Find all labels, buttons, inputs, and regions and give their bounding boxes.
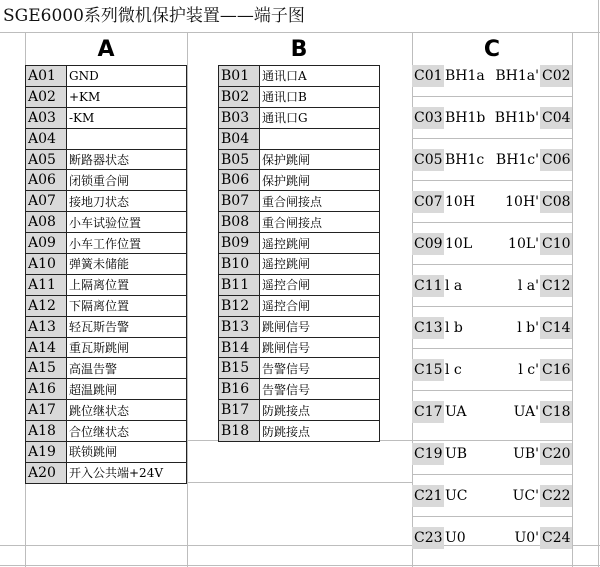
table-row	[26, 170, 187, 191]
grid-line	[412, 138, 572, 139]
table-row	[219, 379, 380, 400]
table-row	[26, 149, 187, 170]
terminal-label: 告警信号	[260, 379, 380, 400]
terminal-code: A16	[26, 379, 67, 400]
terminal-code: C02	[540, 65, 572, 87]
terminal-label: 接地刀状态	[67, 191, 187, 212]
terminal-label: UC'	[512, 488, 539, 504]
table-row	[219, 107, 380, 128]
grid-line	[572, 32, 573, 567]
terminal-label: l a'	[517, 278, 539, 294]
grid-line	[412, 222, 572, 223]
terminal-code: C14	[540, 317, 572, 339]
terminal-code: C09	[412, 233, 444, 255]
table-row	[26, 421, 187, 442]
terminal-label: U0	[445, 530, 466, 546]
terminal-code: C24	[540, 527, 572, 549]
terminal-label: BH1b	[445, 110, 486, 126]
table-row	[219, 295, 380, 316]
terminal-code: C13	[412, 317, 444, 339]
terminal-label: 告警信号	[260, 358, 380, 379]
terminal-label: BH1c'	[495, 152, 539, 168]
terminal-code: B17	[219, 400, 260, 421]
terminal-pair	[412, 401, 572, 423]
terminal-label: UB	[445, 446, 468, 462]
terminal-code: B14	[219, 337, 260, 358]
terminal-label: BH1a'	[495, 68, 539, 84]
terminal-label: 联锁跳闸	[67, 442, 187, 463]
terminal-label: BH1c	[445, 152, 485, 168]
terminal-label: 闭锁重合闸	[67, 170, 187, 191]
terminal-code: B06	[219, 170, 260, 191]
terminal-code: C12	[540, 275, 572, 297]
table-row	[219, 170, 380, 191]
terminal-code: B03	[219, 107, 260, 128]
table-row	[219, 212, 380, 233]
table-row	[219, 358, 380, 379]
terminal-code: C07	[412, 191, 444, 213]
terminal-pair	[412, 149, 572, 171]
terminal-code: A12	[26, 295, 67, 316]
table-row	[26, 86, 187, 107]
terminal-label: UB'	[513, 446, 539, 462]
terminal-pair	[412, 191, 572, 213]
table-row	[26, 337, 187, 358]
terminal-label: l b'	[517, 320, 539, 336]
terminal-code: A09	[26, 233, 67, 254]
terminal-code: C19	[412, 443, 444, 465]
page-title: SGE6000系列微机保护装置——端子图	[3, 6, 305, 26]
table-row	[26, 274, 187, 295]
terminal-code: C03	[412, 107, 444, 129]
terminal-pair	[412, 443, 572, 465]
table-row	[26, 358, 187, 379]
table-row	[219, 274, 380, 295]
terminal-label: 防跳接点	[260, 400, 380, 421]
table-row	[26, 379, 187, 400]
terminal-label: 断路器状态	[67, 149, 187, 170]
terminal-label: l c'	[518, 362, 539, 378]
grid-line	[412, 306, 572, 307]
terminal-code: B12	[219, 295, 260, 316]
terminal-pair	[412, 317, 572, 339]
table-row	[26, 400, 187, 421]
terminal-label: U0'	[514, 530, 539, 546]
terminal-code: A06	[26, 170, 67, 191]
table-row	[219, 421, 380, 442]
grid-line	[187, 482, 412, 483]
terminal-code: A07	[26, 191, 67, 212]
terminal-code: C22	[540, 485, 572, 507]
grid-line	[412, 516, 572, 517]
grid-line	[0, 565, 600, 566]
terminal-code: A18	[26, 421, 67, 442]
terminal-pair	[412, 233, 572, 255]
table-row	[219, 316, 380, 337]
terminal-label: 通讯口A	[260, 66, 380, 87]
terminal-label: 10L	[445, 236, 473, 252]
grid-line	[187, 32, 188, 567]
terminal-label: 弹簧未储能	[67, 254, 187, 275]
terminal-label: 10L'	[508, 236, 539, 252]
terminal-pair	[412, 107, 572, 129]
terminal-label: 开入公共端+24V	[67, 462, 187, 483]
terminal-label: 轻瓦斯告警	[67, 316, 187, 337]
terminal-code: C10	[540, 233, 572, 255]
table-row	[26, 66, 187, 87]
terminal-label: 超温跳闸	[67, 379, 187, 400]
terminal-code: C11	[412, 275, 444, 297]
terminal-code: C05	[412, 149, 444, 171]
terminal-code: A11	[26, 274, 67, 295]
grid-line	[412, 180, 572, 181]
table-row	[219, 254, 380, 275]
column-a-header: A	[97, 37, 115, 62]
terminal-label: 跳闸信号	[260, 337, 380, 358]
terminal-label: UC	[445, 488, 468, 504]
terminal-label: 重合闸接点	[260, 212, 380, 233]
table-row	[26, 254, 187, 275]
grid-line	[0, 32, 600, 33]
terminal-code: A20	[26, 462, 67, 483]
grid-line	[412, 264, 572, 265]
terminal-label: 通讯口B	[260, 86, 380, 107]
terminal-code: B07	[219, 191, 260, 212]
grid-line	[598, 0, 599, 567]
terminal-label: 下隔离位置	[67, 295, 187, 316]
table-row	[26, 233, 187, 254]
terminal-label: l b	[445, 320, 463, 336]
terminal-pair	[412, 275, 572, 297]
terminal-label: l a	[445, 278, 463, 294]
terminal-code: A04	[26, 128, 67, 149]
terminal-code: A10	[26, 254, 67, 275]
table-row	[219, 66, 380, 87]
terminal-table-a	[25, 65, 187, 484]
table-row	[26, 191, 187, 212]
terminal-label: 合位继状态	[67, 421, 187, 442]
terminal-label: +KM	[67, 86, 187, 107]
terminal-code: B09	[219, 233, 260, 254]
table-row	[26, 212, 187, 233]
table-row	[219, 128, 380, 149]
table-row	[219, 86, 380, 107]
terminal-code: A17	[26, 400, 67, 421]
table-row	[219, 149, 380, 170]
grid-line	[412, 348, 572, 349]
terminal-code: B11	[219, 274, 260, 295]
terminal-code: C06	[540, 149, 572, 171]
terminal-code: C04	[540, 107, 572, 129]
terminal-code: B13	[219, 316, 260, 337]
terminal-label: UA'	[513, 404, 539, 420]
terminal-code: A08	[26, 212, 67, 233]
terminal-pair	[412, 485, 572, 507]
terminal-code: C17	[412, 401, 444, 423]
table-row	[219, 337, 380, 358]
terminal-label: 10H	[445, 194, 476, 210]
terminal-label: 防跳接点	[260, 421, 380, 442]
table-row	[26, 107, 187, 128]
terminal-label: 小车工作位置	[67, 233, 187, 254]
terminal-code: A03	[26, 107, 67, 128]
terminal-code: C15	[412, 359, 444, 381]
terminal-label: 高温告警	[67, 358, 187, 379]
terminal-label: 保护跳闸	[260, 170, 380, 191]
terminal-code: B05	[219, 149, 260, 170]
grid-line	[412, 390, 572, 391]
terminal-code: C23	[412, 527, 444, 549]
table-row	[26, 128, 187, 149]
terminal-code: A13	[26, 316, 67, 337]
terminal-code: B10	[219, 254, 260, 275]
terminal-code: C08	[540, 191, 572, 213]
terminal-code: C16	[540, 359, 572, 381]
terminal-code: B16	[219, 379, 260, 400]
terminal-label: 遥控跳闸	[260, 254, 380, 275]
table-row	[26, 295, 187, 316]
terminal-pair	[412, 359, 572, 381]
terminal-label: 保护跳闸	[260, 149, 380, 170]
table-row	[219, 400, 380, 421]
terminal-pair	[412, 65, 572, 87]
terminal-label: 小车试验位置	[67, 212, 187, 233]
terminal-label: 10H'	[505, 194, 539, 210]
terminal-label: 跳闸信号	[260, 316, 380, 337]
table-row	[26, 316, 187, 337]
grid-line	[412, 474, 572, 475]
terminal-code: A02	[26, 86, 67, 107]
terminal-code: B15	[219, 358, 260, 379]
terminal-label: BH1b'	[494, 110, 539, 126]
terminal-label: -KM	[67, 107, 187, 128]
terminal-label: 遥控合闸	[260, 274, 380, 295]
terminal-label: UA	[445, 404, 467, 420]
terminal-code: A15	[26, 358, 67, 379]
grid-line	[412, 96, 572, 97]
terminal-code: B18	[219, 421, 260, 442]
table-row	[219, 233, 380, 254]
terminal-label: 重瓦斯跳闸	[67, 337, 187, 358]
terminal-label: 重合闸接点	[260, 191, 380, 212]
terminal-label: 上隔离位置	[67, 274, 187, 295]
table-row	[219, 191, 380, 212]
terminal-label: l c	[445, 362, 462, 378]
terminal-code: B04	[219, 128, 260, 149]
terminal-code: A01	[26, 66, 67, 87]
terminal-code: A14	[26, 337, 67, 358]
terminal-label: 遥控跳闸	[260, 233, 380, 254]
terminal-pair	[412, 527, 572, 549]
table-row	[26, 442, 187, 463]
terminal-code: B01	[219, 66, 260, 87]
terminal-code: C01	[412, 65, 444, 87]
terminal-label: BH1a	[445, 68, 485, 84]
column-c-header: C	[483, 37, 501, 62]
column-b-header: B	[290, 37, 308, 62]
terminal-code: A19	[26, 442, 67, 463]
terminal-label: 遥控合闸	[260, 295, 380, 316]
terminal-label	[260, 128, 380, 149]
terminal-code: B02	[219, 86, 260, 107]
terminal-label: 通讯口G	[260, 107, 380, 128]
terminal-code: C18	[540, 401, 572, 423]
terminal-code: C20	[540, 443, 572, 465]
terminal-code: C21	[412, 485, 444, 507]
terminal-table-b	[218, 65, 380, 442]
terminal-code: B08	[219, 212, 260, 233]
terminal-label: GND	[67, 66, 187, 87]
terminal-label	[67, 128, 187, 149]
terminal-code: A05	[26, 149, 67, 170]
terminal-label: 跳位继状态	[67, 400, 187, 421]
table-row	[26, 462, 187, 483]
